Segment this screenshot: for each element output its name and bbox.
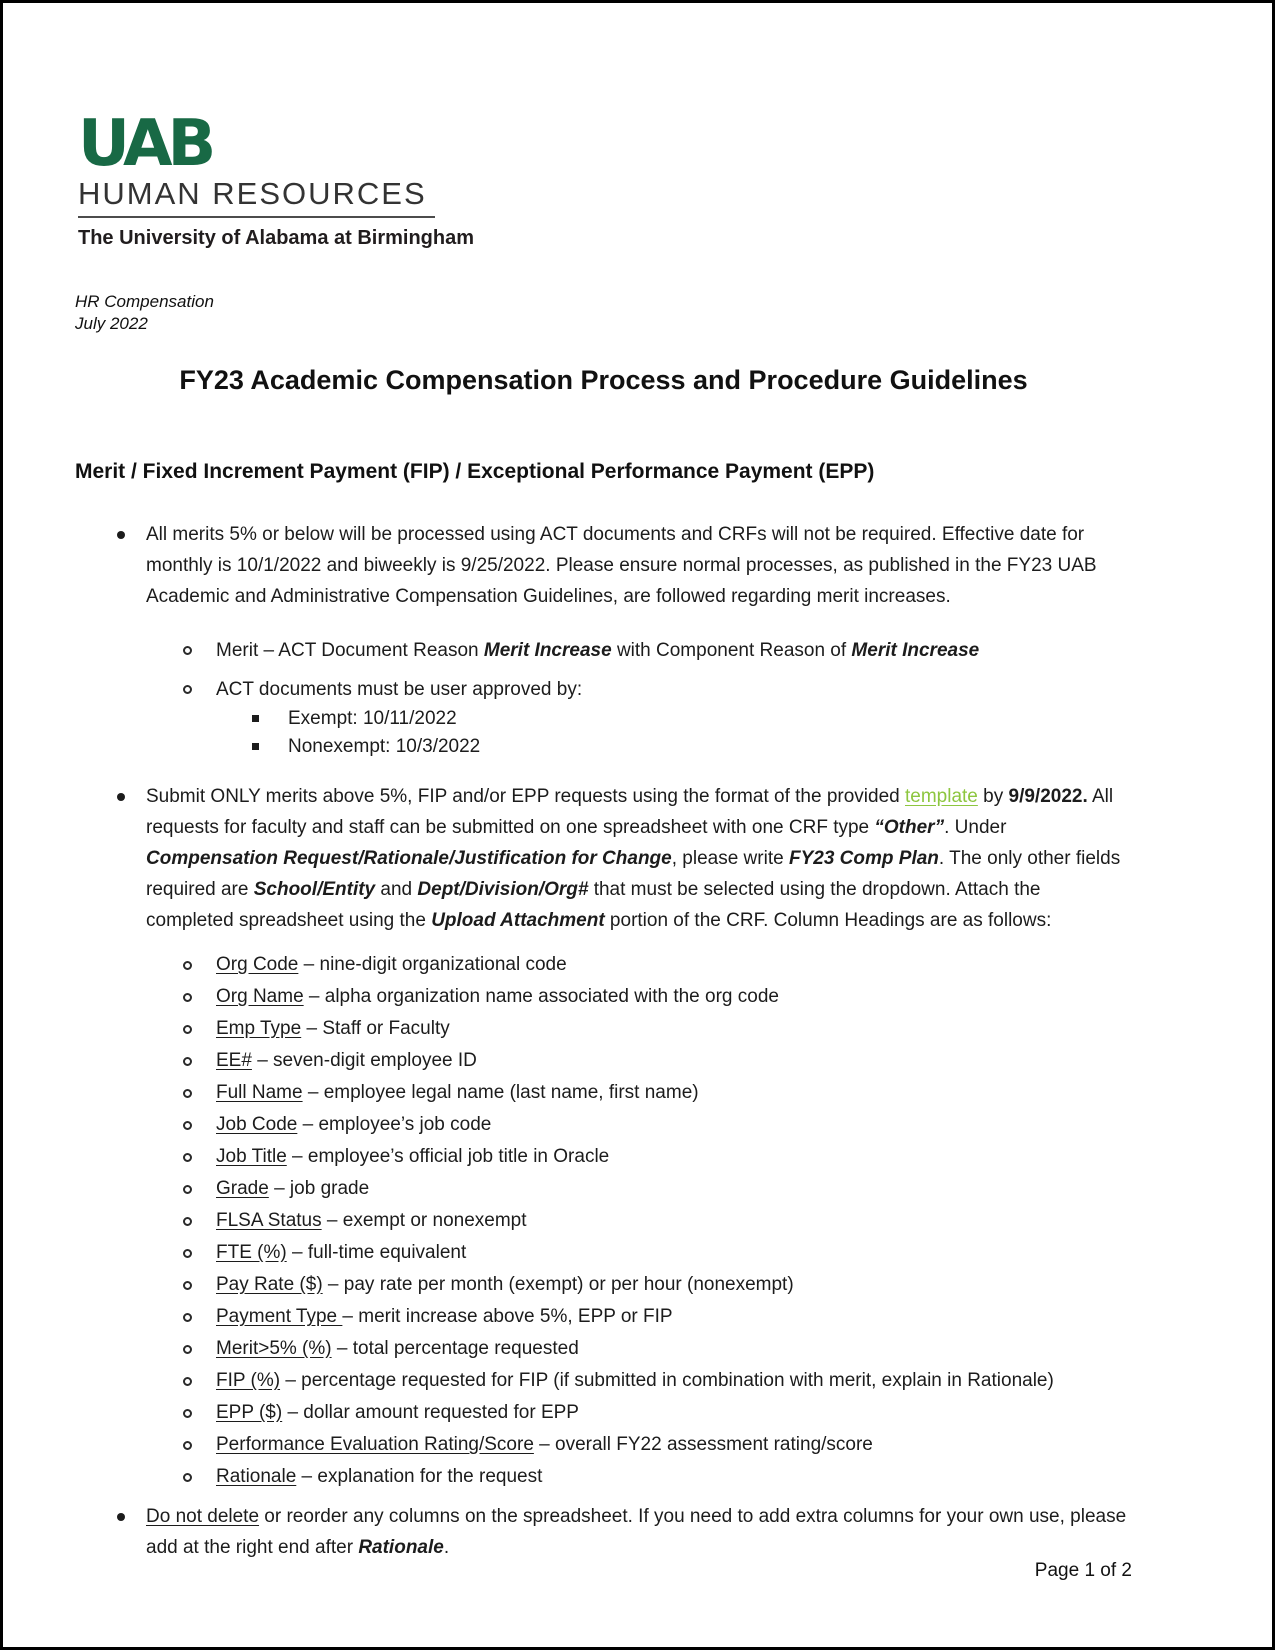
text-run: Merit Increase [851, 640, 980, 661]
text-run: Merit – ACT Document Reason [216, 640, 484, 661]
column-heading-item [146, 1109, 1132, 1141]
column-heading-desc: – pay rate per month (exempt) or per hour (nonexempt) [322, 1274, 794, 1295]
sub-bullet-merit-reason-text [216, 640, 979, 661]
column-heading-item [146, 1301, 1132, 1333]
text-run: . The only other fields required are [146, 848, 1121, 900]
column-heading-term: FLSA Status [216, 1210, 322, 1231]
column-heading-term: FIP (%) [216, 1370, 281, 1391]
uab-logo: UAB [78, 107, 212, 181]
column-heading-term: Merit>5% (%) [216, 1338, 332, 1359]
text-run: by [977, 786, 1009, 807]
bullet-merit-processing [75, 519, 1132, 761]
document-title: FY23 Academic Compensation Process and Procedure Guidelines [179, 365, 1028, 395]
text-run: that must be selected using the dropdown. Attach the completed spreadsheet using the [146, 879, 1041, 931]
text-run: Upload Attachment [431, 910, 605, 931]
column-heading-desc: – employee legal name (last name, first name) [302, 1082, 699, 1103]
sub-bullet-user-approval [146, 674, 1132, 761]
column-heading-desc: – explanation for the request [296, 1466, 543, 1487]
text-run: Submit ONLY merits above 5%, FIP and/or EPP requests using the format of the provided [146, 786, 905, 807]
text-run: School/Entity [253, 879, 376, 900]
column-heading-desc: – employee’s job code [297, 1114, 492, 1135]
text-run: Compensation Request/Rationale/Justification for Change [146, 848, 672, 869]
column-heading-desc: – merit increase above 5%, EPP or FIP [342, 1306, 673, 1327]
doc-meta-department: HR Compensation [75, 292, 214, 311]
column-heading-item [146, 1077, 1132, 1109]
text-run: , please write [671, 848, 789, 869]
doc-meta-date: July 2022 [75, 314, 148, 333]
exempt-date-text [288, 708, 457, 729]
text-run: Merit Increase [483, 640, 612, 661]
sub-bullet-user-approval-text [216, 679, 582, 700]
column-heading-term: Rationale [216, 1466, 297, 1487]
column-heading-term: Grade [216, 1178, 269, 1199]
text-run: All requests for faculty and staff can be submitted on one spreadsheet with one CRF type [146, 786, 1114, 838]
template-link[interactable]: template [905, 786, 978, 807]
column-heading-item [146, 1397, 1132, 1429]
bullet-do-not-delete-text [146, 1506, 1126, 1558]
document-header [78, 107, 1272, 249]
text-run: ACT documents must be user approved by: [216, 679, 583, 700]
column-heading-term: Pay Rate ($) [216, 1274, 323, 1295]
doc-meta [75, 291, 1272, 335]
nonexempt-date-text [288, 736, 480, 757]
text-run: “Other” [874, 817, 945, 838]
column-heading-term: Org Code [216, 954, 299, 975]
bullet-do-not-delete [75, 1501, 1132, 1563]
column-heading-term: Payment Type [216, 1306, 343, 1327]
text-run: . Under [944, 817, 1007, 838]
column-heading-desc: – percentage requested for FIP (if submitted in combination with merit, explain in Rationale) [280, 1370, 1054, 1391]
column-heading-term: Org Name [216, 986, 304, 1007]
column-heading-item [146, 1045, 1132, 1077]
sub-sub-bullet-exempt-date [216, 705, 1132, 733]
column-heading-desc: – employee’s official job title in Oracle [286, 1146, 610, 1167]
text-run: or reorder any columns on the spreadsheet. If you need to add extra columns for your own use, please add at the right end after [146, 1506, 1127, 1558]
sub-bullet-merit-reason [146, 635, 1132, 666]
column-heading-item [146, 1013, 1132, 1045]
column-heading-desc: – alpha organization name associated with the org code [303, 986, 779, 1007]
column-heading-term: Job Code [216, 1114, 298, 1135]
text-run: 9/9/2022. [1008, 786, 1088, 807]
column-heading-item [146, 949, 1132, 981]
column-heading-item [146, 1429, 1132, 1461]
text-run: portion of the CRF. Column Headings are as follows: [604, 910, 1052, 931]
text-run: with Component Reason of [611, 640, 852, 661]
column-heading-item [146, 981, 1132, 1013]
main-bullet-list [75, 519, 1132, 1563]
column-heading-desc: – exempt or nonexempt [321, 1210, 527, 1231]
page-number: Page 1 of 2 [1034, 1560, 1132, 1581]
text-run: Exempt: 10/11/2022 [288, 708, 457, 729]
column-heading-desc: – full-time equivalent [286, 1242, 467, 1263]
column-heading-desc: – nine-digit organizational code [298, 954, 567, 975]
column-heading-item [146, 1333, 1132, 1365]
document-body [3, 363, 1272, 1563]
column-heading-desc: – Staff or Faculty [301, 1018, 450, 1039]
column-heading-item [146, 1237, 1132, 1269]
merit-sub-list [146, 635, 1132, 761]
column-heading-desc: – seven-digit employee ID [251, 1050, 477, 1071]
column-heading-item [146, 1141, 1132, 1173]
column-heading-term: Full Name [216, 1082, 303, 1103]
logo-tagline: The University of Alabama at Birmingham [78, 227, 475, 249]
bullet-submission-instructions [75, 781, 1132, 1493]
column-heading-term: Performance Evaluation Rating/Score [216, 1434, 534, 1455]
column-heading-item [146, 1461, 1132, 1493]
column-heading-term: EE# [216, 1050, 252, 1071]
bullet-merit-processing-text [146, 524, 1097, 607]
column-heading-item [146, 1365, 1132, 1397]
column-heading-desc: – job grade [268, 1178, 370, 1199]
column-heading-item [146, 1173, 1132, 1205]
column-heading-item [146, 1205, 1132, 1237]
text-run: Dept/Division/Org# [417, 879, 589, 900]
column-heading-desc: – dollar amount requested for EPP [282, 1402, 579, 1423]
column-heading-desc: – overall FY22 assessment rating/score [533, 1434, 873, 1455]
approval-dates-list [216, 705, 1132, 761]
text-run: FY23 Comp Plan [788, 848, 939, 869]
text-run: All merits 5% or below will be processed using ACT documents and CRFs will not be required. Effective date for monthly is 10/1/2022 and biweekly is 9/25/2022. Please ensure normal processes, as published in the FY23 UAB Academic and Administrative Compensation Guidelines, are followed regarding merit increases. [146, 524, 1097, 607]
text-run: Do not delete [146, 1506, 260, 1527]
column-heading-term: FTE (%) [216, 1242, 287, 1263]
logo-dept-name: HUMAN RESOURCES [78, 181, 435, 218]
column-heading-term: Job Title [216, 1146, 287, 1167]
section-heading: Merit / Fixed Increment Payment (FIP) / Exceptional Performance Payment (EPP) [75, 460, 875, 483]
text-run: . [443, 1537, 450, 1558]
text-run: and [375, 879, 418, 900]
column-heading-term: Emp Type [216, 1018, 302, 1039]
column-heading-item [146, 1269, 1132, 1301]
column-heading-term: EPP ($) [216, 1402, 283, 1423]
bullet-submission-instructions-text [146, 786, 1120, 931]
text-run: Rationale [358, 1537, 444, 1558]
column-headings-list [146, 949, 1132, 1493]
sub-sub-bullet-nonexempt-date [216, 733, 1132, 761]
text-run: Nonexempt: 10/3/2022 [288, 736, 481, 757]
column-heading-desc: – total percentage requested [331, 1338, 579, 1359]
